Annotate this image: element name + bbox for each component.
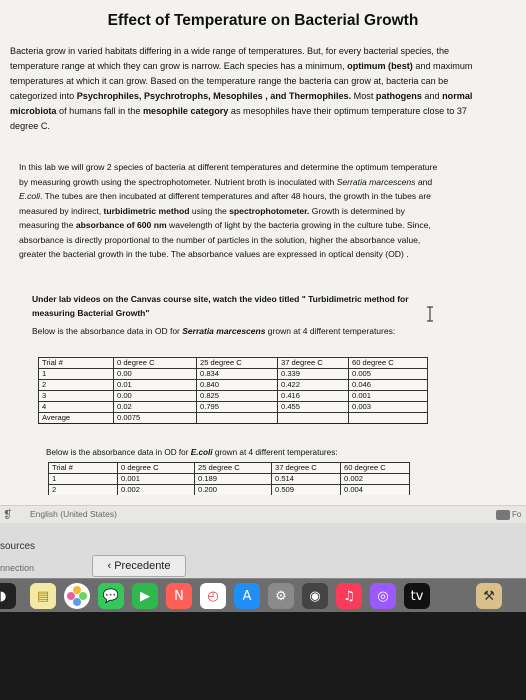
instruments-icon[interactable]: ⚒ bbox=[476, 583, 502, 609]
serratia-absorbance-table bbox=[38, 357, 428, 424]
table-cell: 0.00 bbox=[114, 391, 197, 402]
photos-icon[interactable] bbox=[64, 583, 90, 609]
column-header: 25 degree C bbox=[197, 358, 278, 369]
music-icon[interactable]: ♫ bbox=[336, 583, 362, 609]
table-cell: 0.834 bbox=[197, 369, 278, 380]
table-cell bbox=[197, 413, 278, 424]
table-cell: 0.455 bbox=[278, 402, 349, 413]
column-header: 25 degree C bbox=[195, 463, 272, 474]
table-cell: 0.795 bbox=[197, 402, 278, 413]
document-title: Effect of Temperature on Bacterial Growth bbox=[107, 12, 419, 29]
table-cell: 0.825 bbox=[197, 391, 278, 402]
table-cell: 3 bbox=[39, 391, 114, 402]
column-header: 37 degree C bbox=[272, 463, 341, 474]
table-cell: 0.001 bbox=[349, 391, 428, 402]
table-cell: 4 bbox=[39, 402, 114, 413]
table-cell: 0.046 bbox=[349, 380, 428, 391]
focus-mode-button[interactable]: Fo bbox=[496, 509, 526, 521]
table-header-row bbox=[39, 358, 428, 369]
facetime-icon[interactable]: ▶ bbox=[132, 583, 158, 609]
system-preferences-icon[interactable]: ⚙ bbox=[268, 583, 294, 609]
podcast-gauge-icon[interactable]: ◉ bbox=[302, 583, 328, 609]
table-cell: 0.189 bbox=[195, 474, 272, 485]
table-cell: 0.514 bbox=[272, 474, 341, 485]
table-cell: 0.002 bbox=[341, 474, 410, 485]
apple-tv-icon[interactable]: tv bbox=[404, 583, 430, 609]
table-cell: Average bbox=[39, 413, 114, 424]
table-row bbox=[39, 391, 428, 402]
column-header: 0 degree C bbox=[118, 463, 195, 474]
table-cell: 0.339 bbox=[278, 369, 349, 380]
table-cell bbox=[349, 413, 428, 424]
table-cell: 0.00 bbox=[114, 369, 197, 380]
table-cell bbox=[278, 413, 349, 424]
siri-icon[interactable]: ◗ bbox=[0, 583, 16, 609]
language-status[interactable]: English (United States) bbox=[30, 509, 117, 519]
table-cell: 2 bbox=[39, 380, 114, 391]
video-instruction-paragraph: Under lab videos on the Canvas course site, watch the video titled " Turbidimetric method for measuring Bacterial Growth" bbox=[32, 294, 409, 318]
ecoli-table-clip bbox=[48, 462, 448, 495]
table-row bbox=[39, 413, 428, 424]
previous-button[interactable]: ‹ Precedente bbox=[92, 555, 186, 577]
text-cursor-icon bbox=[424, 306, 436, 322]
table-cell: 2 bbox=[49, 485, 118, 496]
browser-page-area bbox=[0, 523, 526, 578]
table-row bbox=[39, 380, 428, 391]
column-header: 0 degree C bbox=[114, 358, 197, 369]
macos-dock bbox=[0, 578, 526, 613]
sources-label: sources bbox=[0, 541, 36, 552]
table-cell: 0.422 bbox=[278, 380, 349, 391]
table-cell: 0.200 bbox=[195, 485, 272, 496]
column-header: 37 degree C bbox=[278, 358, 349, 369]
status-bar bbox=[0, 505, 526, 524]
podcasts-icon[interactable]: ◎ bbox=[370, 583, 396, 609]
table-cell: 0.01 bbox=[114, 380, 197, 391]
column-header: Trial # bbox=[49, 463, 118, 474]
proofing-icon[interactable]: ❡ bbox=[3, 509, 13, 521]
table-cell: 0.02 bbox=[114, 402, 197, 413]
notes-icon[interactable]: ▤ bbox=[30, 583, 56, 609]
calendar-icon[interactable]: ◴ bbox=[200, 583, 226, 609]
column-header: 60 degree C bbox=[341, 463, 410, 474]
table-row bbox=[39, 402, 428, 413]
ecoli-intro-paragraph: Below is the absorbance data in OD for E.coli grown at 4 different temperatures: bbox=[46, 448, 338, 457]
app-store-icon[interactable]: A bbox=[234, 583, 260, 609]
table-cell: 0.002 bbox=[118, 485, 195, 496]
intro-paragraph: Bacteria grow in varied habitats differing in a wide range of temperatures. But, for every bacterial species, the temperature range at which they can grow is narrow. Each species has a minimum, optimum (best) and maximum temperatures at which it can grow. Based on the temperature range the bacteria can grow at, bacteria can be categorized into Psychrophiles, Psychrotrophs, Mesophiles , and Thermophiles. Most pathogens and normal microbiota of humans fall in the mesophile category as mesophiles have their optimum temperature close to 37 degree C. bbox=[10, 46, 473, 131]
news-icon[interactable]: N bbox=[166, 583, 192, 609]
column-header: Trial # bbox=[39, 358, 114, 369]
table-row bbox=[39, 369, 428, 380]
table-cell: 0.416 bbox=[278, 391, 349, 402]
table-header-row bbox=[49, 463, 410, 474]
table-cell: 0.003 bbox=[349, 402, 428, 413]
section-label: nnection bbox=[0, 563, 35, 573]
table-row bbox=[49, 485, 410, 496]
table-cell: 0.0075 bbox=[114, 413, 197, 424]
messages-icon[interactable]: 💬 bbox=[98, 583, 124, 609]
table-cell: 0.509 bbox=[272, 485, 341, 496]
ecoli-absorbance-table bbox=[48, 462, 410, 495]
table-cell: 1 bbox=[39, 369, 114, 380]
table-cell: 1 bbox=[49, 474, 118, 485]
table-cell: 0.005 bbox=[349, 369, 428, 380]
screen-bezel bbox=[0, 612, 526, 700]
table-cell: 0.001 bbox=[118, 474, 195, 485]
table-cell: 0.004 bbox=[341, 485, 410, 496]
serratia-intro-paragraph: Below is the absorbance data in OD for Serratia marcescens grown at 4 different temperatures: bbox=[32, 326, 396, 336]
column-header: 60 degree C bbox=[349, 358, 428, 369]
lab-description-paragraph: In this lab we will grow 2 species of bacteria at different temperatures and determine the optimum temperature by measuring growth using the spectrophotometer. Nutrient broth is inoculated with Serratia marcescens and E.coli. The tubes are then incubated at different temperatures and after 48 hours, the growth in the tubes are measured by indirect, turbidimetric method using the spectrophotometer. Growth is determined by measuring the absorbance of 600 nm wavelength of light by the bacteria growing in the culture tube. Since, absorbance is directly proportional to the number of particles in the solution, higher the absorbance value, greater the bacterial growth in the tube. The absorbance values are expressed in optical density (OD) . bbox=[19, 162, 438, 259]
table-cell: 0.840 bbox=[197, 380, 278, 391]
table-row bbox=[49, 474, 410, 485]
